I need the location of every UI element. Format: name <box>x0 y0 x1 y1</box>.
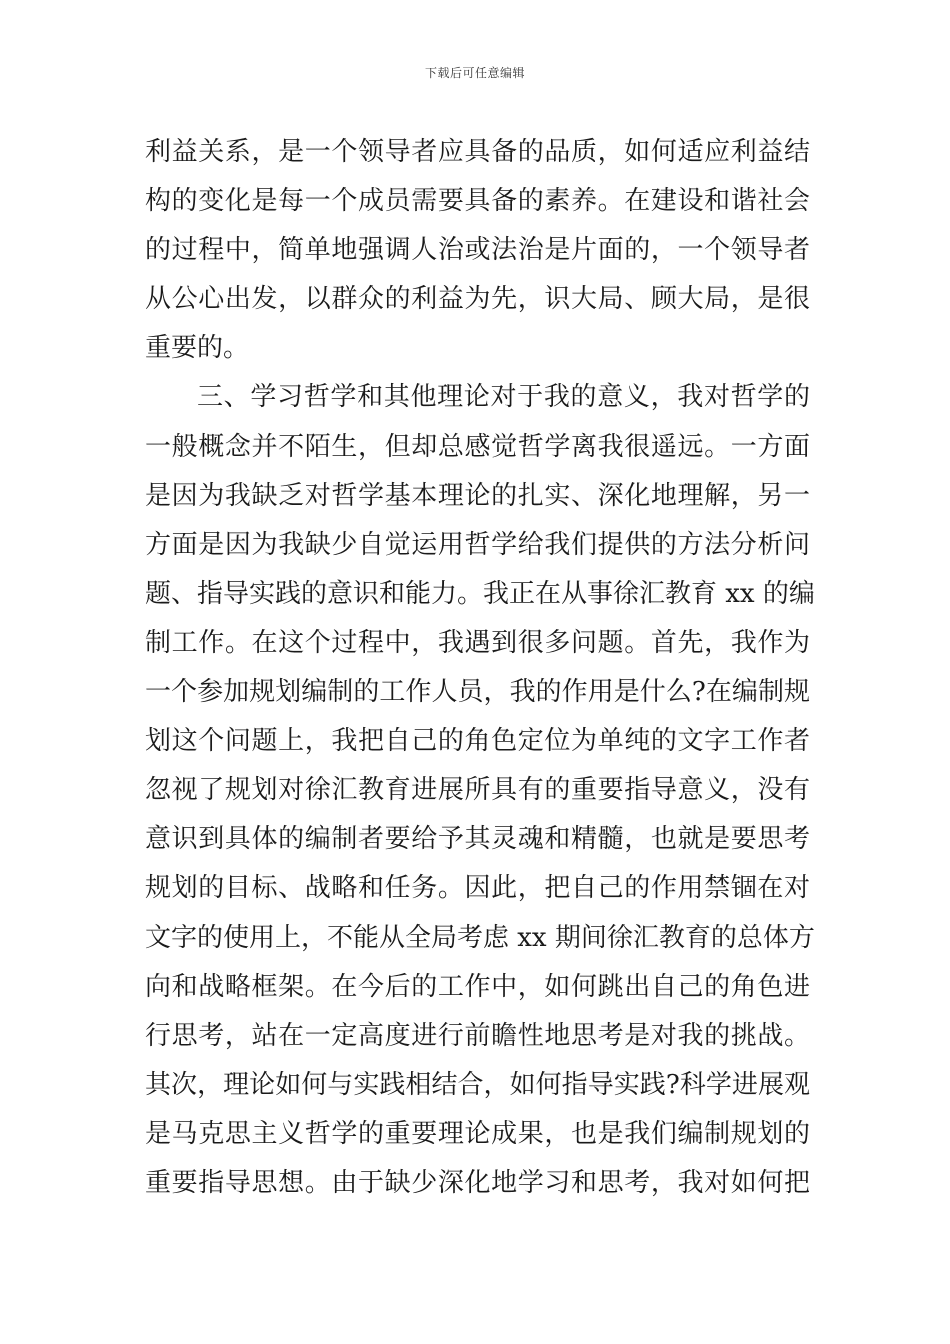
text-line: 利益关系，是一个领导者应具备的品质，如何适应利益结 <box>145 137 810 167</box>
text-line: 一个参加规划编制的工作人员，我的作用是什么?在编制规 <box>145 677 810 708</box>
text-line: 文字的使用上，不能从全局考虑 xx 期间徐汇教育的总体方 <box>145 922 815 953</box>
text-line: 意识到具体的编制者要给予其灵魂和精髓，也就是要思考 <box>145 824 810 855</box>
page-header: 下载后可任意编辑 <box>424 66 525 80</box>
text-line: 向和战略框架。在今后的工作中，如何跳出自己的角色进 <box>145 971 810 1002</box>
document-body <box>145 128 815 1208</box>
text-line: 重要的。 <box>145 333 250 364</box>
text-line: 的过程中，简单地强调人治或法治是片面的，一个领导者 <box>145 235 810 266</box>
text-line: 其次，理论如何与实践相结合，如何指导实践?科学进展观 <box>145 1069 810 1100</box>
text-line: 规划的目标、战略和任务。因此，把自己的作用禁锢在对 <box>145 873 810 904</box>
text-line: 三、学习哲学和其他理论对于我的意义，我对哲学的 <box>197 382 810 413</box>
text-line: 一般概念并不陌生，但却总感觉哲学离我很遥远。一方面 <box>145 431 810 462</box>
text-line: 从公心出发，以群众的利益为先，识大局、顾大局，是很 <box>145 284 810 315</box>
text-line: 行思考，站在一定高度进行前瞻性地思考是对我的挑战。 <box>145 1020 810 1051</box>
text-line: 方面是因为我缺少自觉运用哲学给我们提供的方法分析问 <box>145 529 810 560</box>
text-line: 划这个问题上，我把自己的角色定位为单纯的文字工作者 <box>145 726 810 757</box>
paragraph-2 <box>145 373 815 1208</box>
paragraph-1 <box>145 128 810 373</box>
text-line: 题、指导实践的意识和能力。我正在从事徐汇教育 xx 的编 <box>145 578 815 609</box>
text-line: 重要指导思想。由于缺少深化地学习和思考，我对如何把 <box>145 1167 810 1198</box>
text-line: 构的变化是每一个成员需要具备的素养。在建设和谐社会 <box>145 186 810 217</box>
text-line: 是马克思主义哲学的重要理论成果，也是我们编制规划的 <box>145 1118 810 1149</box>
text-line: 是因为我缺乏对哲学基本理论的扎实、深化地理解，另一 <box>145 480 810 511</box>
text-line: 制工作。在这个过程中，我遇到很多问题。首先，我作为 <box>145 627 810 658</box>
text-line: 忽视了规划对徐汇教育进展所具有的重要指导意义，没有 <box>145 775 810 806</box>
